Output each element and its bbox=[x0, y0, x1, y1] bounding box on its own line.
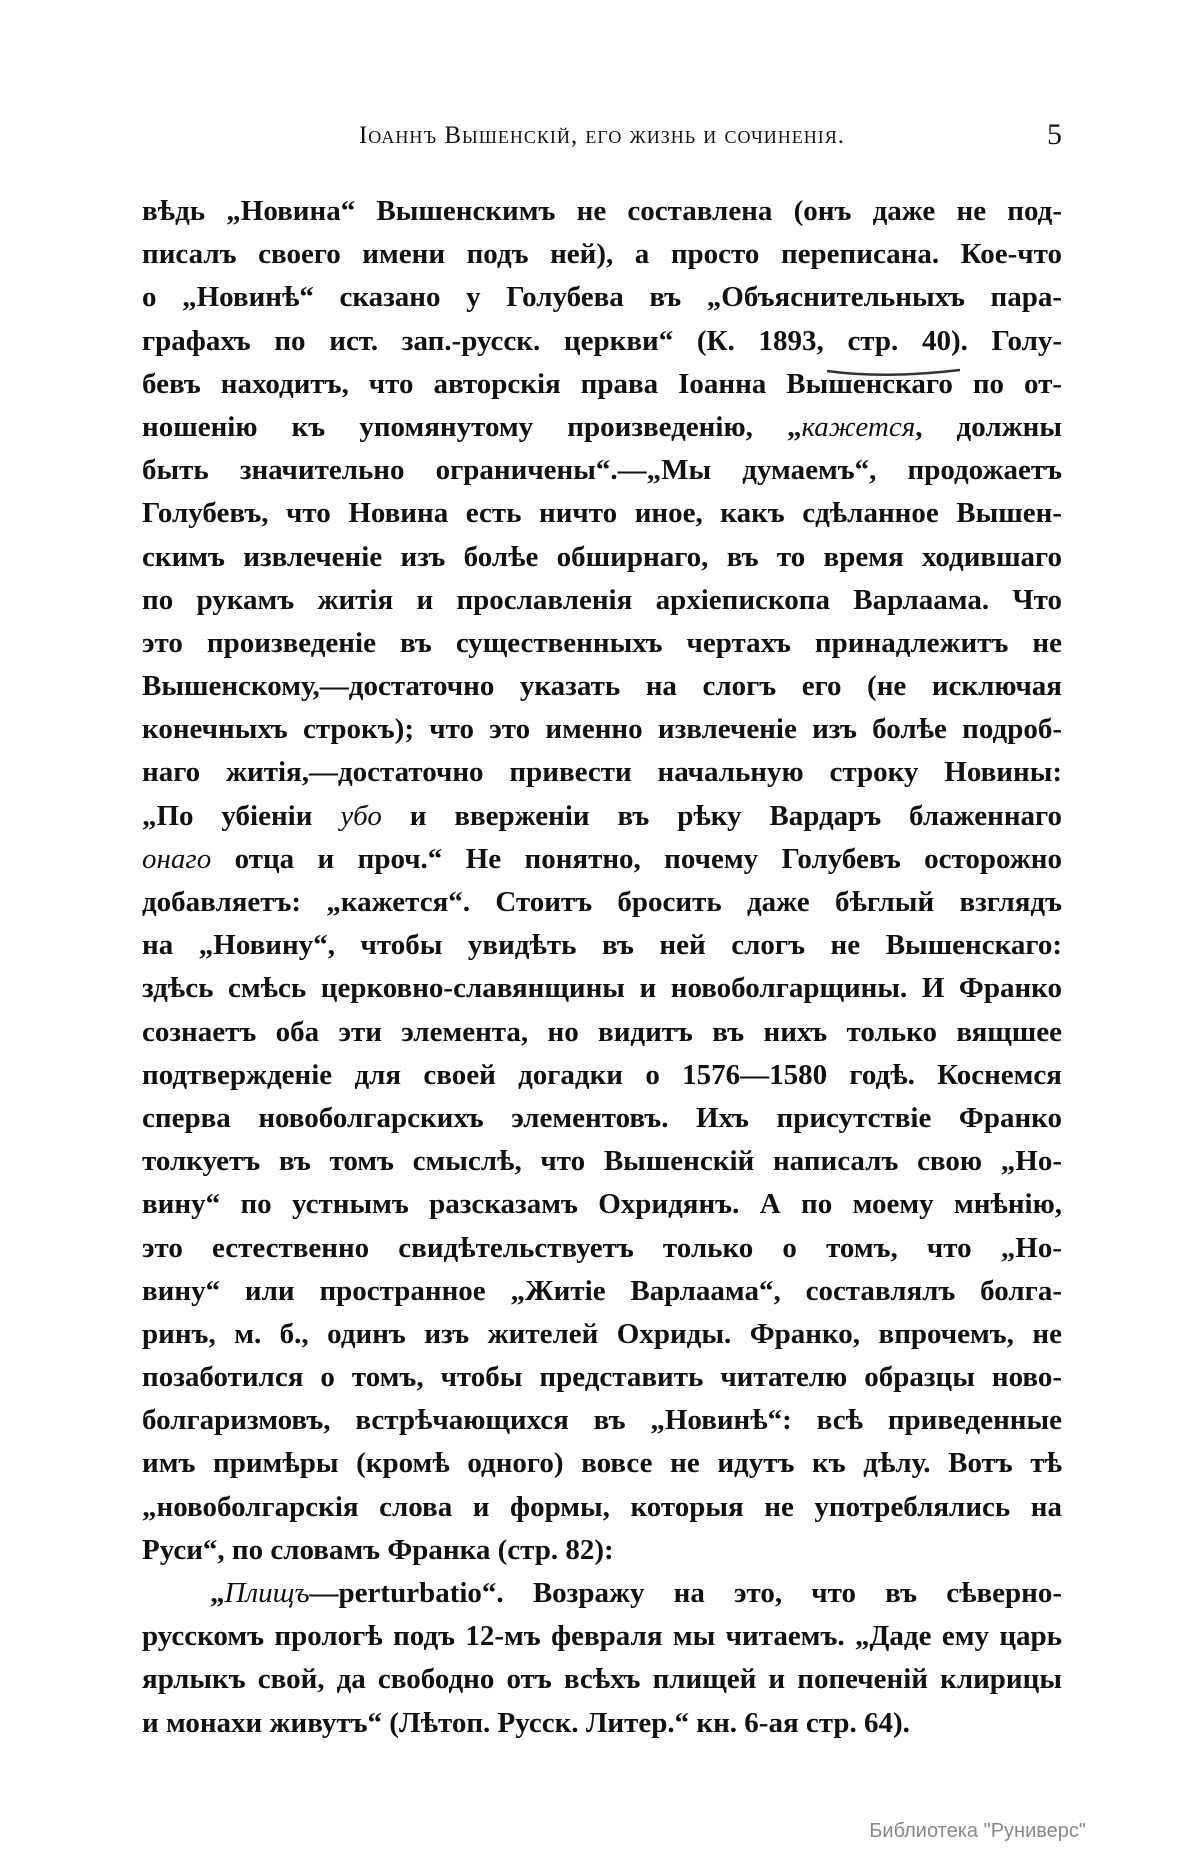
text-line bbox=[142, 1529, 1062, 1572]
text-line bbox=[142, 1183, 1062, 1226]
text-segment: это произведеніе въ существенныхъ чертахъ принадлежитъ не bbox=[142, 626, 1062, 659]
italic-text: Плищъ bbox=[224, 1577, 310, 1609]
text-line bbox=[142, 320, 1062, 363]
page-number: 5 bbox=[1047, 118, 1062, 151]
text-segment: отца и проч.“ Не понятно, почему Голубевъ осторожно bbox=[211, 842, 1062, 875]
text-line bbox=[142, 708, 1062, 751]
text-segment: толкуетъ въ томъ смыслѣ, что Вышенскій написалъ свою „Но- bbox=[142, 1145, 1062, 1178]
text-line bbox=[142, 924, 1062, 967]
text-segment: бевъ находитъ, что авторскія права Іоанна Вышенскаго по от- bbox=[142, 367, 1062, 400]
text-segment: и монахи живутъ“ (Лѣтоп. Русск. Литер.“ кн. 6-ая стр. 64). bbox=[142, 1706, 910, 1739]
text-segment: „ bbox=[210, 1577, 225, 1609]
text-line bbox=[142, 579, 1062, 622]
text-line bbox=[142, 1140, 1062, 1183]
text-line bbox=[142, 406, 1062, 449]
text-line bbox=[142, 449, 1062, 492]
text-line bbox=[142, 1054, 1062, 1097]
text-segment: о „Новинѣ“ сказано у Голубева въ „Объяснительныхъ пара- bbox=[142, 281, 1062, 314]
text-line bbox=[142, 881, 1062, 924]
text-segment: имъ примѣры (кромѣ одного) вовсе не идутъ къ дѣлу. Вотъ тѣ bbox=[142, 1447, 1062, 1480]
text-segment: —perturbatio“. Возражу на это, что въ сѣверно- bbox=[309, 1577, 1062, 1609]
text-line bbox=[142, 622, 1062, 665]
text-segment: быть значительно ограничены“.—„Мы думаемъ“, продожаетъ bbox=[142, 454, 1062, 487]
text-line bbox=[142, 1227, 1062, 1270]
text-segment: Руси“, по словамъ Франка (стр. 82): bbox=[142, 1533, 614, 1566]
text-segment: добавляетъ: „кажется“. Стоитъ бросить даже бѣглый взглядъ bbox=[142, 886, 1062, 918]
text-line bbox=[142, 1399, 1062, 1442]
text-line bbox=[142, 1356, 1062, 1399]
text-segment: ношенію къ упомянутому произведенію, „ bbox=[142, 410, 802, 443]
text-segment: писалъ своего имени подъ ней), а просто переписана. Кое-что bbox=[142, 238, 1062, 271]
pencil-underline-mark bbox=[825, 367, 965, 381]
text-segment: по рукамъ житія и прославленія архіепископа Варлаама. Что bbox=[142, 583, 1062, 616]
text-segment: вину“ по устнымъ разсказамъ Охридянъ. А по моему мнѣнію, bbox=[142, 1188, 1062, 1221]
text-line bbox=[142, 1702, 1062, 1745]
text-segment: и вверженіи въ рѣку Вардаръ блаженнаго bbox=[381, 799, 1062, 832]
text-line bbox=[142, 1097, 1062, 1140]
text-line bbox=[142, 1615, 1062, 1658]
text-segment: конечныхъ строкъ); что это именно извлеченіе изъ болѣе подроб- bbox=[142, 713, 1062, 746]
text-segment: здѣсь смѣсь церковно-славянщины и новоболгарщины. И Франко bbox=[142, 972, 1062, 1005]
running-title: Іоаннъ Вышенскій, его жизнь и сочиненія. bbox=[358, 122, 846, 149]
text-segment: Вышенскому,—достаточно указать на слогъ его (не исключая bbox=[142, 670, 1062, 703]
text-line bbox=[142, 967, 1062, 1010]
text-segment: скимъ извлеченіе изъ болѣе обширнаго, въ то время ходившаго bbox=[142, 540, 1062, 573]
text-line bbox=[142, 665, 1062, 708]
italic-text: убо bbox=[340, 799, 382, 832]
text-line bbox=[142, 233, 1062, 276]
italic-text: онаго bbox=[142, 842, 212, 875]
text-line bbox=[142, 838, 1062, 881]
text-segment: сознаетъ оба эти элемента, но видитъ въ нихъ только вящшее bbox=[142, 1015, 1062, 1048]
text-segment: „По убіеніи bbox=[142, 799, 341, 832]
text-segment: графахъ по ист. зап.-русск. церкви“ (К. 1893, стр. 40). Голу- bbox=[142, 324, 1062, 357]
text-line bbox=[142, 492, 1062, 535]
text-segment: болгаризмовъ, встрѣчающихся въ „Новинѣ“: всѣ приведенные bbox=[142, 1404, 1062, 1437]
text-line bbox=[142, 1313, 1062, 1356]
text-line bbox=[142, 1442, 1062, 1485]
text-segment: ринъ, м. б., одинъ изъ жителей Охриды. Франко, впрочемъ, не bbox=[142, 1317, 1062, 1350]
text-segment: наго житія,—достаточно привести начальную строку Новины: bbox=[142, 756, 1062, 789]
paragraph bbox=[142, 190, 1062, 1572]
text-line bbox=[142, 1270, 1062, 1313]
text-line bbox=[142, 1486, 1062, 1529]
text-line bbox=[142, 190, 1062, 233]
text-segment: , должны bbox=[915, 410, 1062, 443]
text-segment: подтвержденіе для своей догадки о 1576—1580 годѣ. Коснемся bbox=[142, 1058, 1062, 1091]
page-body bbox=[142, 190, 1062, 1745]
text-line bbox=[142, 276, 1062, 319]
text-segment: русскомъ прологѣ подъ 12-мъ февраля мы читаемъ. „Даде ему царь bbox=[142, 1620, 1062, 1653]
text-segment: ярлыкъ свой, да свободно отъ всѣхъ плищей и попеченій клирицы bbox=[142, 1663, 1062, 1696]
text-line bbox=[142, 1658, 1062, 1701]
paragraph bbox=[142, 1572, 1062, 1745]
text-segment: на „Новину“, чтобы увидѣть въ ней слогъ не Вышенскаго: bbox=[142, 929, 1062, 962]
text-segment: сперва новоболгарскихъ элементовъ. Ихъ присутствіе Франко bbox=[142, 1101, 1062, 1134]
text-segment: вину“ или пространное „Житіе Варлаама“, составлялъ болга- bbox=[142, 1274, 1062, 1307]
text-line bbox=[142, 751, 1062, 794]
page-header bbox=[142, 118, 1062, 158]
text-segment: Голубевъ, что Новина есть ничто иное, какъ сдѣланное Вышен- bbox=[142, 497, 1062, 530]
library-watermark: Библиотека "Руниверс" bbox=[869, 1820, 1086, 1842]
text-segment: позаботился о томъ, чтобы представить читателю образцы ново- bbox=[142, 1361, 1062, 1394]
text-segment: „новоболгарскія слова и формы, которыя не употреблялись на bbox=[142, 1490, 1062, 1523]
text-line bbox=[142, 1572, 1062, 1615]
text-line bbox=[142, 1011, 1062, 1054]
text-line bbox=[142, 536, 1062, 579]
text-line bbox=[142, 795, 1062, 838]
italic-text: кажется bbox=[801, 410, 916, 443]
text-segment: это естественно свидѣтельствуетъ только о томъ, что „Но- bbox=[142, 1231, 1062, 1264]
text-segment: вѣдь „Новина“ Вышенскимъ не составлена (онъ даже не под- bbox=[142, 195, 1062, 227]
